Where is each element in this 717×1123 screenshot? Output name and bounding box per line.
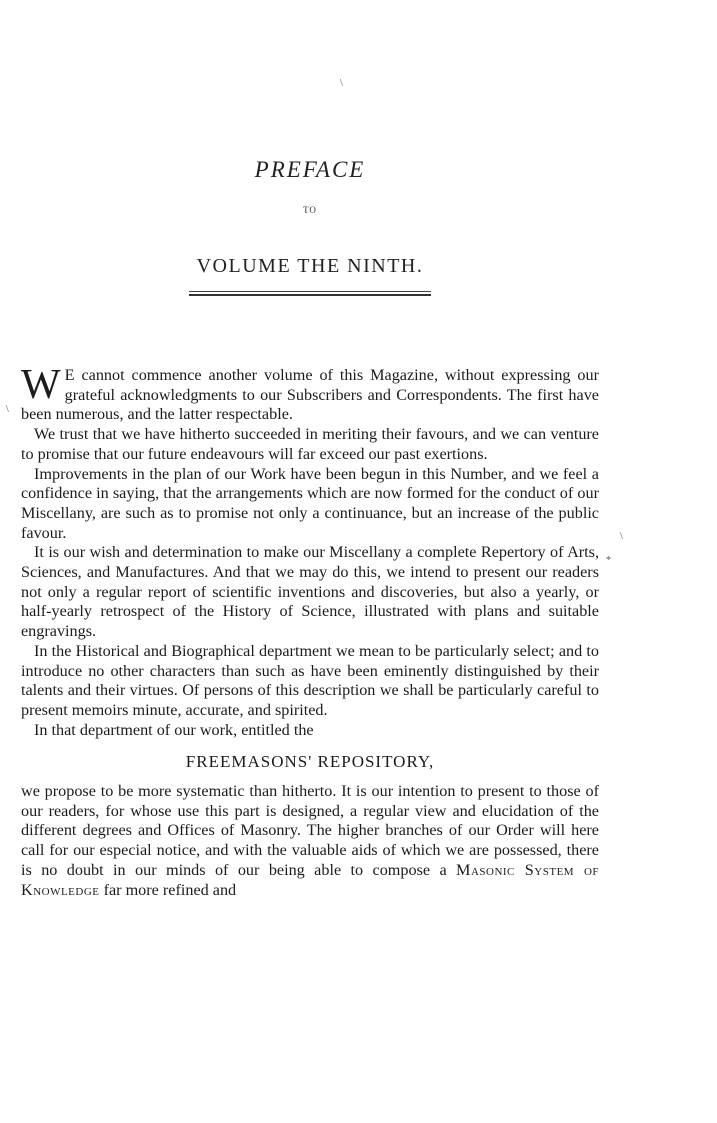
paragraph-2: Improvements in the plan of our Work have been begun in this Number, and we feel a confidence in saying, that the arrangements which are now formed for the conduct of our Miscellany, are such as to promise not only a continuance, but an increase of the public favour. <box>21 464 599 542</box>
stray-mark-right: \ <box>620 531 623 542</box>
title-connector: TO <box>303 205 317 215</box>
preface-body <box>21 362 600 900</box>
paragraph-3: It is our wish and determination to make our Miscellany a complete Repertory of Arts, Sciences, and Manufactures. And that we may do this, we intend to present our readers not only a regular report of scientific inventions and discoveries, but also a yearly, or half-yearly retrospect of the History of Science, illustrated with plans and suitable engravings. <box>21 543 599 641</box>
paragraph-5: In that department of our work, entitled the <box>34 720 314 739</box>
intro-text: E cannot commence another volume of this Magazine, without expressing our grateful acknowledgments to our Subscribers and Correspondents. The first have been numerous, and the latter respectable. <box>21 366 599 424</box>
page-title: PREFACE <box>254 157 366 182</box>
closing-text: we propose to be more systematic than hitherto. It is our intention to present to those of our readers, for whose use this part is designed, a regular view and elucidation of the different degrees and Offices of Masonry. The higher branches of our Order will here call for our especial notice, and with the valuable aids of which we are possessed, there is no doubt in our minds of our being able to compose a <box>21 782 599 879</box>
stray-mark-left: \ <box>6 404 9 415</box>
closing-small-caps: Masonic System of Knowledge <box>21 860 600 899</box>
intro-paragraph <box>21 362 599 425</box>
paragraph-4: In the Historical and Biographical department we mean to be particularly select; and to introduce no other characters than such as have been eminently distinguished by their talents and their virtues. Of persons of this description we shall be particularly careful to present memoirs minute, accurate, and spirited. <box>21 641 599 719</box>
stray-mark-top: \ <box>340 78 343 89</box>
closing-paragraph <box>21 782 599 900</box>
volume-heading: VOLUME THE NINTH. <box>196 255 424 277</box>
stray-mark-right-2: * <box>606 555 611 566</box>
section-heading: FREEMASONS' REPOSITORY, <box>185 752 435 772</box>
closing-text-end: far more refined and <box>103 880 237 899</box>
drop-cap: W <box>21 362 61 408</box>
paragraph-1: We trust that we have hitherto succeeded in meriting their favours, and we can venture to promise that our future endeavours will far exceed our past exertions. <box>21 425 599 463</box>
double-rule-divider <box>189 291 431 297</box>
